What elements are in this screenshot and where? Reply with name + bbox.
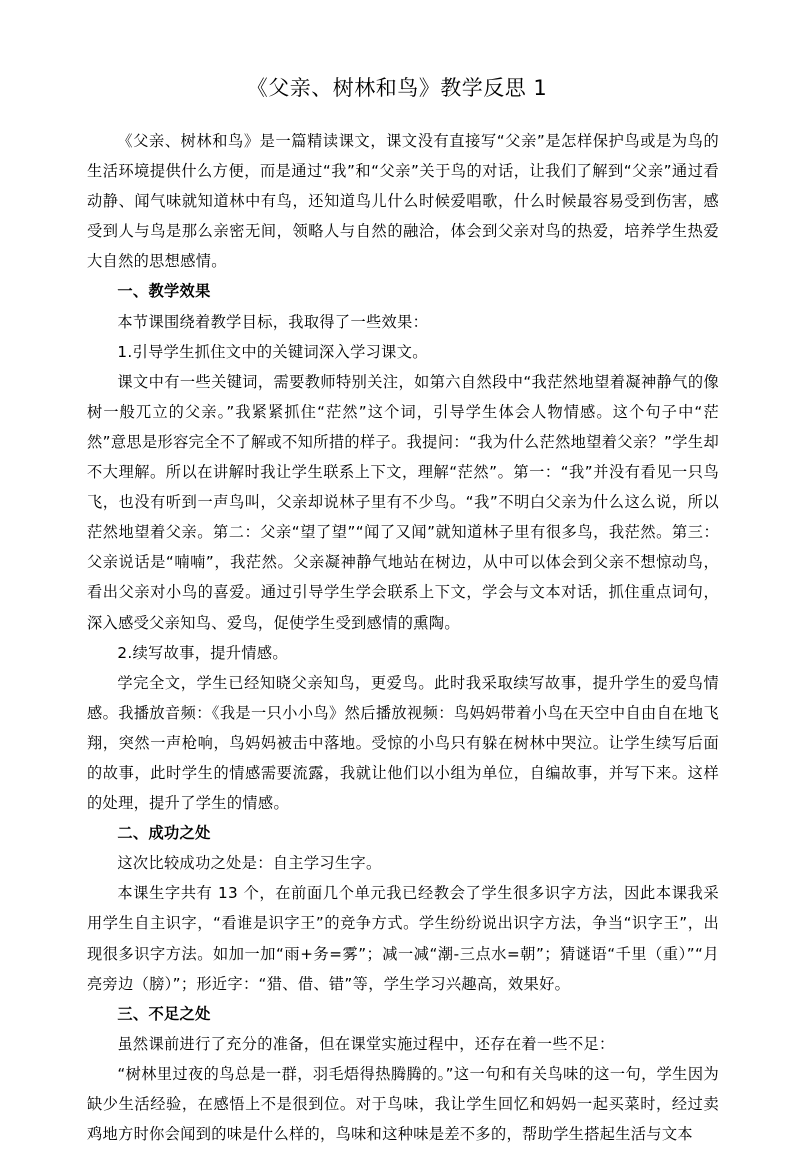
body-paragraph: 本节课围绕着教学目标，我取得了一些效果： [117,312,429,331]
document-body [87,126,719,1149]
numbered-point-2: 2.续写故事，提升情感。 [117,643,288,662]
body-paragraph: 虽然课前进行了充分的准备，但在课堂实施过程中，还存在着一些不足： [117,1034,615,1053]
section-heading-success: 二、成功之处 [117,824,211,843]
body-paragraph: 学完全文，学生已经知晓父亲知鸟，更爱鸟。此时我采取续写故事，提升学生的爱鸟情感。我播放音频：《我是一只小小鸟》然后播放视频：鸟妈妈带着小鸟在天空中自由自在地飞翔，突然一声枪响，鸟妈妈被击中落地。受惊的小鸟只有躲在树林中哭泣。让学生续写后面的故事，此时学生的情感需要流露，我就让他们以小组为单位，自编故事，并写下来。这样的处理，提升了学生的情感。 [87,673,719,813]
section-heading-teaching-effect: 一、教学效果 [117,282,211,301]
body-paragraph: 本课生字共有 13 个，在前面几个单元我已经教会了学生很多识字方法，因此本课我采用学生自主识字，“看谁是识字王”的竞争方式。学生纷纷说出识字方法，争当“识字王”，出现很多识字方法。如加一加“雨+务=雾”；减一减“潮-三点水=朝”；猜谜语“千里（重）”“月亮旁边（膀）”；形近字：“猎、借、错”等，学生学习兴趣高，效果好。 [87,884,719,993]
numbered-point-1: 1.引导学生抓住文中的关键词深入学习课文。 [117,342,428,361]
intro-paragraph: 《父亲、树林和鸟》是一篇精读课文，课文没有直接写“父亲”是怎样保护鸟或是为鸟的生活环境提供什么方便，而是通过“我”和“父亲”关于鸟的对话，让我们了解到“父亲”通过看动静、闻气味就知道林中有鸟，还知道鸟儿什么时候爱唱歌，什么时候最容易受到伤害，感受到人与鸟是那么亲密无间，领略人与自然的融洽，体会到父亲对鸟的热爱，培养学生热爱大自然的思想感情。 [87,132,719,271]
section-heading-shortcomings: 三、不足之处 [117,1004,211,1023]
body-paragraph: 课文中有一些关键词，需要教师特别关注，如第六自然段中“我茫然地望着凝神静气的像树一般兀立的父亲。”我紧紧抓住“茫然”这个词，引导学生体会人物情感。这个句子中“茫然”意思是形容完全不了解或不知所措的样子。我提问：“我为什么茫然地望着父亲？”学生却不大理解。所以在讲解时我让学生联系上下文，理解“茫然”。第一：“我”并没有看见一只鸟飞，也没有听到一声鸟叫，父亲却说林子里有不少鸟。“我”不明白父亲为什么这么说，所以茫然地望着父亲。第二：父亲“望了望”“闻了又闻”就知道林子里有很多鸟，我茫然。第三：父亲说话是“喃喃”，我茫然。父亲凝神静气地站在树边，从中可以体会到父亲不想惊动鸟，看出父亲对小鸟的喜爱。通过引导学生学会联系上下文，学会与文本对话，抓住重点词句，深入感受父亲知鸟、爱鸟，促使学生受到感情的熏陶。 [87,372,719,632]
document-title: 《父亲、树林和鸟》教学反思 1 [246,76,548,100]
body-paragraph: “树林里过夜的鸟总是一群，羽毛焐得热腾腾的。”这一句和有关鸟味的这一句，学生因为缺少生活经验，在感悟上不是很到位。对于鸟味，我让学生回忆和妈妈一起买菜时，经过卖鸡地方时你会闻到的味是什么样的，鸟味和这种味是差不多的，帮助学生搭起生活与文本 [87,1064,719,1144]
body-paragraph: 这次比较成功之处是：自主学习生字。 [117,854,382,873]
